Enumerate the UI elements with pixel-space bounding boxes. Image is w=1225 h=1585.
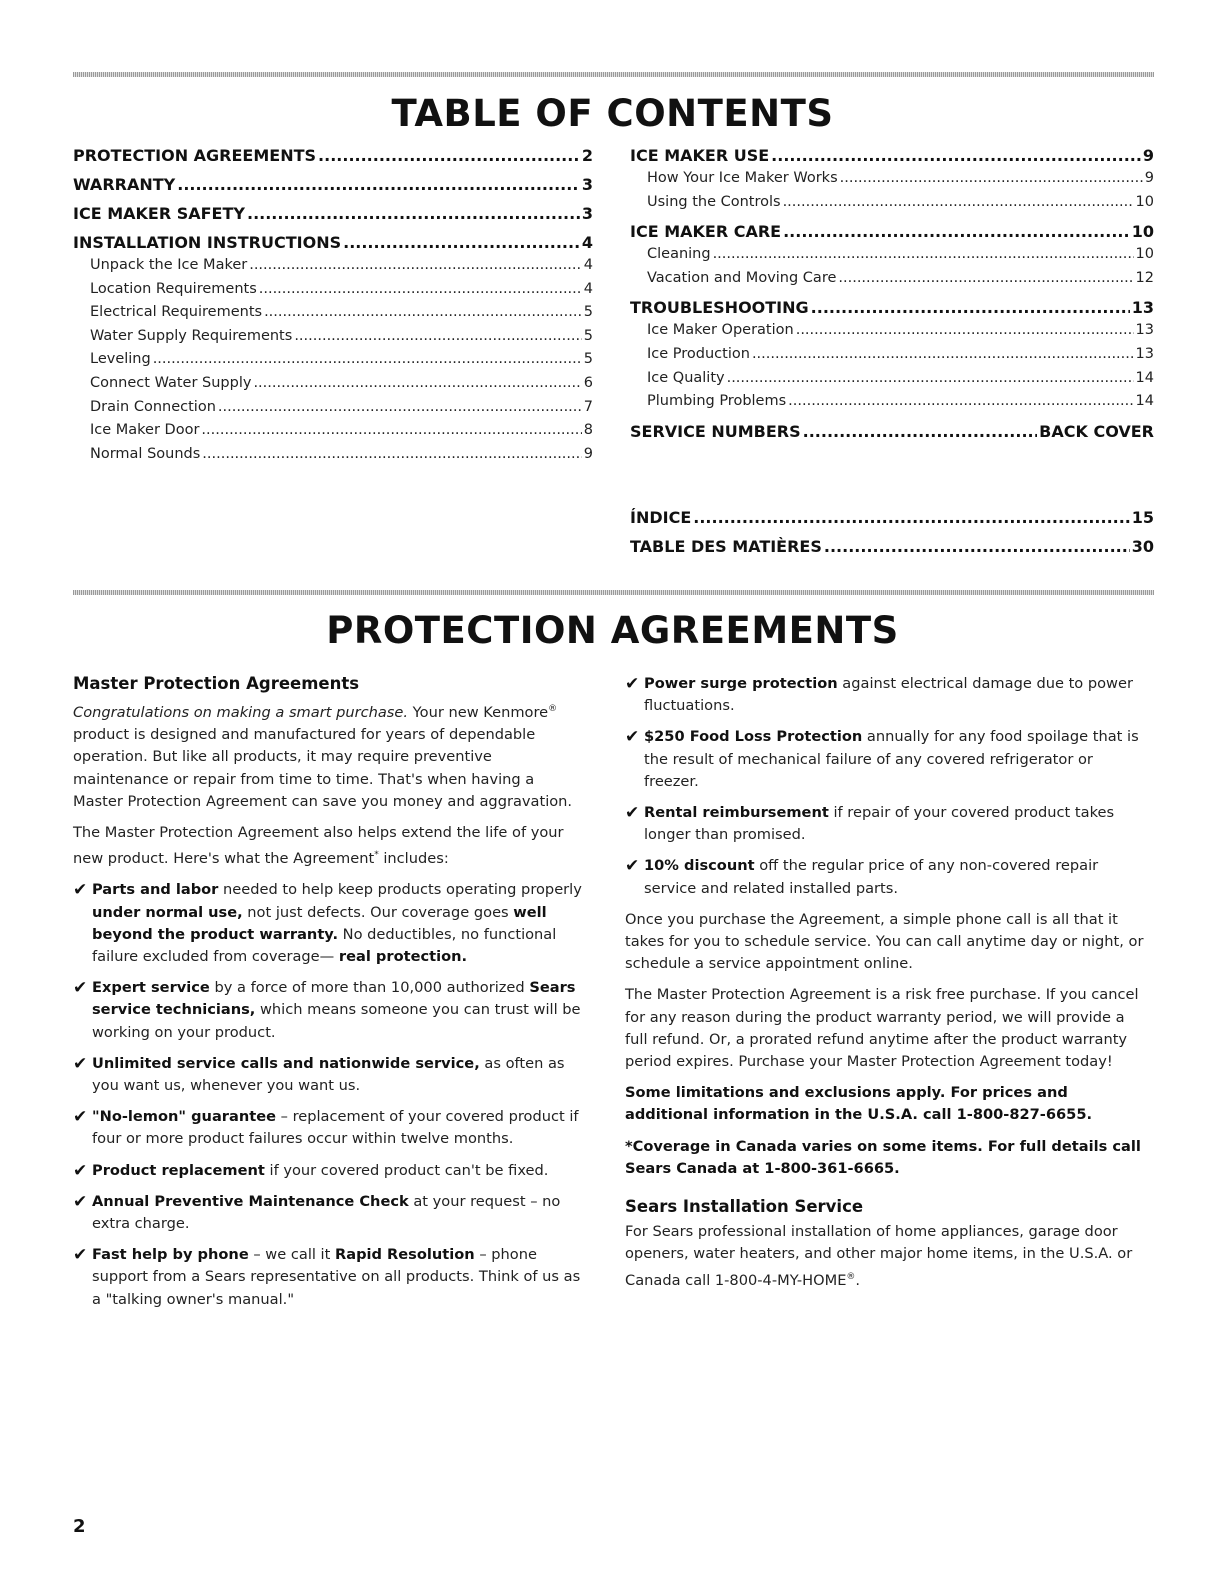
toc-entry-page: 4: [583, 280, 593, 297]
toc-entry: [73, 204, 593, 228]
toc-entry-page: 5: [583, 327, 593, 344]
toc-entry-page: 13: [1135, 322, 1154, 339]
toc-leader-dots: [264, 304, 582, 320]
toc-leader-dots: [783, 222, 1130, 241]
toc-leader-dots: [343, 233, 580, 252]
toc-leader-dots: [713, 246, 1134, 262]
toc-entry: [630, 508, 1154, 532]
toc-leader-dots: [727, 370, 1134, 386]
benefit-product-replacement: ✔ Product replacement if your covered product can't be fixed.: [73, 1160, 549, 1181]
check-icon: ✔: [73, 1245, 88, 1266]
toc-entry-title: Ice Quality: [647, 369, 725, 386]
toc-entry: [630, 246, 1154, 270]
toc-entry-page: BACK COVER: [1039, 421, 1154, 441]
toc-entry-page: 30: [1131, 537, 1154, 556]
toc-other-languages: [630, 508, 1154, 561]
toc-entry-page: 7: [583, 398, 593, 415]
toc-entry-page: 8: [583, 422, 593, 439]
benefit-expert-service: ✔ Expert service by a force of more than 10,000 authorized Sears service technicians, which means someone you can trust will be working on your product.: [73, 978, 581, 1041]
toc-entry: [630, 146, 1154, 170]
toc-entry-title: Unpack the Ice Maker: [90, 257, 248, 273]
check-icon: ✔: [625, 803, 640, 824]
toc-entry-page: 4: [583, 257, 593, 273]
toc-title: TABLE OF CONTENTS: [391, 92, 834, 135]
toc-entry: [630, 194, 1154, 218]
toc-leader-dots: [771, 146, 1141, 165]
toc-entry-title: Cleaning: [647, 246, 711, 263]
intro-paragraph: Congratulations on making a smart purchase. Your new Kenmore® product is designed and manufactured for years of dependable operation. But like all products, it may require preventive maintenance or repair from time to time. That's when having a Master Protection Agreement can save you money and aggravation.: [73, 704, 573, 810]
toc-leader-dots: [796, 322, 1134, 338]
toc-entry: [630, 170, 1154, 194]
protection-left-column: [73, 673, 585, 1320]
benefit-unlimited-calls: ✔ Unlimited service calls and nationwide service, as often as you want us, whenever you want us.: [73, 1053, 565, 1094]
toc-leader-dots: [201, 422, 581, 438]
toc-entry-page: 14: [1135, 393, 1154, 410]
benefit-food-loss: ✔ $250 Food Loss Protection annually for any food spoilage that is the result of mechanical failure of any covered refrigerator or freezer.: [625, 727, 1139, 790]
toc-leader-dots: [318, 146, 580, 165]
toc-leader-dots: [153, 351, 582, 367]
benefit-power-surge: ✔ Power surge protection against electrical damage due to power fluctuations.: [625, 674, 1133, 715]
toc-entry-title: Vacation and Moving Care: [647, 269, 837, 286]
toc-leader-dots: [202, 446, 581, 462]
toc-entry-title: ICE MAKER CARE: [630, 222, 782, 242]
toc-entry-title: Normal Sounds: [90, 445, 201, 462]
benefit-discount: ✔ 10% discount off the regular price of any non-covered repair service and related installed parts.: [625, 856, 1099, 897]
check-icon: ✔: [73, 978, 88, 999]
toc-leader-dots: [840, 170, 1143, 186]
check-icon: ✔: [73, 880, 88, 901]
check-icon: ✔: [73, 1191, 88, 1212]
toc-entry-page: 9: [583, 445, 593, 462]
toc-leader-dots: [693, 508, 1129, 527]
top-divider: [73, 72, 1154, 77]
toc-entry-page: 12: [1135, 269, 1154, 286]
check-icon: ✔: [73, 1053, 88, 1074]
toc-entry: [630, 222, 1154, 246]
check-icon: ✔: [625, 727, 640, 748]
risk-free-paragraph: The Master Protection Agreement is a risk free purchase. If you cancel for any reason during the product warranty period, we will provide a full refund. Or, a prorated refund anytime after the product warranty period expires. Purchase your Master Protection Agreement today!: [625, 986, 1139, 1071]
toc-entry-page: 9: [1144, 170, 1154, 186]
middle-divider: [73, 590, 1154, 595]
toc-entry-page: 5: [583, 304, 593, 321]
benefit-no-lemon: ✔ "No-lemon" guarantee – replacement of your covered product if four or more product failures occur within twelve months.: [73, 1107, 579, 1148]
canada-note: *Coverage in Canada varies on some items. For full details call Sears Canada at 1-800-361-6665.: [625, 1137, 1141, 1177]
toc-leader-dots: [177, 175, 580, 194]
toc-entry: [73, 175, 593, 199]
check-icon: ✔: [625, 856, 640, 877]
toc-entry-page: 9: [1142, 146, 1154, 165]
protection-right-column: [625, 673, 1150, 1301]
limitations-note: Some limitations and exclusions apply. For prices and additional information in the U.S.A. call 1-800-827-6655.: [625, 1084, 1093, 1124]
toc-entry-title: Connect Water Supply: [90, 374, 252, 391]
master-protection-heading: Master Protection Agreements: [73, 674, 360, 693]
toc-entry: [73, 328, 593, 352]
toc-entry: [630, 422, 1154, 446]
toc-entry-title: PROTECTION AGREEMENTS: [73, 146, 317, 165]
toc-leader-dots: [752, 346, 1134, 362]
toc-leader-dots: [803, 422, 1038, 441]
protection-title: PROTECTION AGREEMENTS: [326, 609, 899, 652]
toc-entry-title: SERVICE NUMBERS: [630, 421, 801, 441]
toc-entry: [630, 537, 1154, 561]
benefit-fast-help: ✔ Fast help by phone – we call it Rapid Resolution – phone support from a Sears representative on all products. Think of us as a "talking owner's manual.": [73, 1245, 581, 1308]
check-icon: ✔: [73, 1160, 88, 1181]
benefit-annual-check: ✔ Annual Preventive Maintenance Check at your request – no extra charge.: [73, 1191, 561, 1232]
toc-entry-title: Water Supply Requirements: [90, 327, 293, 344]
toc-entry-title: Electrical Requirements: [90, 304, 263, 321]
toc-left-column: [73, 146, 593, 469]
toc-entry-title: TABLE DES MATIÈRES: [630, 537, 822, 556]
toc-leader-dots: [253, 375, 581, 391]
toc-entry-title: How Your Ice Maker Works: [647, 170, 838, 186]
toc-entry-page: 4: [581, 233, 593, 252]
toc-leader-dots: [788, 393, 1133, 409]
installation-heading: Sears Installation Service: [625, 1197, 864, 1217]
check-icon: ✔: [73, 1107, 88, 1128]
toc-entry-page: 10: [1131, 222, 1154, 242]
toc-entry-title: Plumbing Problems: [647, 393, 787, 410]
toc-leader-dots: [294, 328, 581, 344]
toc-entry: [630, 322, 1154, 346]
benefit-parts-labor: ✔ Parts and labor needed to help keep products operating properly under normal use, not just defects. Our coverage goes well beyond the product warranty. No deductibles, no functional failure excluded from coverage— real protection.: [73, 880, 582, 965]
toc-entry-page: 3: [581, 204, 593, 223]
toc-entry: [73, 446, 593, 470]
toc-right-column: [630, 146, 1154, 446]
toc-entry: [630, 370, 1154, 394]
toc-entry-title: Drain Connection: [90, 398, 216, 415]
toc-entry-title: Ice Maker Operation: [647, 322, 794, 339]
toc-entry-page: 14: [1135, 369, 1154, 386]
toc-entry-title: Leveling: [90, 351, 151, 368]
toc-leader-dots: [783, 194, 1134, 210]
toc-entry: [630, 298, 1154, 322]
toc-leader-dots: [218, 399, 582, 415]
toc-entry-page: 10: [1135, 193, 1154, 210]
toc-entry-title: ICE MAKER USE: [630, 146, 770, 165]
toc-entry-page: 10: [1135, 246, 1154, 263]
toc-entry-title: WARRANTY: [73, 175, 176, 194]
toc-entry: [73, 351, 593, 375]
toc-leader-dots: [249, 257, 582, 273]
toc-entry-page: 3: [581, 175, 593, 194]
toc-entry: [73, 375, 593, 399]
toc-leader-dots: [811, 298, 1130, 317]
toc-entry-page: 13: [1135, 345, 1154, 362]
toc-entry-page: 5: [583, 351, 593, 368]
schedule-paragraph: Once you purchase the Agreement, a simple phone call is all that it takes for you to schedule service. You can call anytime day or night, or schedule a service appointment online.: [625, 910, 1144, 973]
toc-entry: [630, 270, 1154, 294]
toc-entry-title: ICE MAKER SAFETY: [73, 204, 245, 223]
toc-entry: [73, 233, 593, 257]
toc-entry-title: INSTALLATION INSTRUCTIONS: [73, 233, 342, 252]
toc-entry-title: Ice Maker Door: [90, 422, 200, 439]
toc-leader-dots: [259, 281, 582, 297]
toc-leader-dots: [247, 204, 580, 223]
toc-entry: [73, 399, 593, 423]
toc-entry-title: Using the Controls: [647, 193, 781, 210]
toc-entry: [73, 281, 593, 305]
toc-leader-dots: [824, 537, 1130, 556]
toc-entry: [73, 422, 593, 446]
toc-entry-title: Location Requirements: [90, 280, 257, 297]
check-icon: ✔: [625, 674, 640, 694]
toc-leader-dots: [838, 270, 1133, 286]
agreement-paragraph: The Master Protection Agreement also helps extend the life of your new product. Here's what the Agreement* includes:: [73, 824, 564, 868]
toc-entry-title: TROUBLESHOOTING: [630, 298, 809, 318]
installation-paragraph: For Sears professional installation of home appliances, garage door openers, water heaters, and other major home items, in the U.S.A. or Canada call 1-800-4-MY-HOME®.: [625, 1223, 1133, 1289]
page-number: 2: [73, 1516, 86, 1537]
toc-entry: [73, 257, 593, 281]
toc-entry-page: 6: [583, 374, 593, 391]
toc-entry: [73, 146, 593, 170]
benefit-rental: ✔ Rental reimbursement if repair of your covered product takes longer than promised.: [625, 803, 1115, 844]
toc-entry: [630, 393, 1154, 417]
toc-entry-page: 15: [1131, 508, 1154, 527]
toc-entry-title: ÍNDICE: [630, 508, 692, 527]
toc-entry-page: 2: [581, 146, 593, 165]
toc-entry-title: Ice Production: [647, 345, 750, 362]
toc-entry-page: 13: [1131, 298, 1154, 318]
toc-entry: [73, 304, 593, 328]
toc-entry: [630, 346, 1154, 370]
